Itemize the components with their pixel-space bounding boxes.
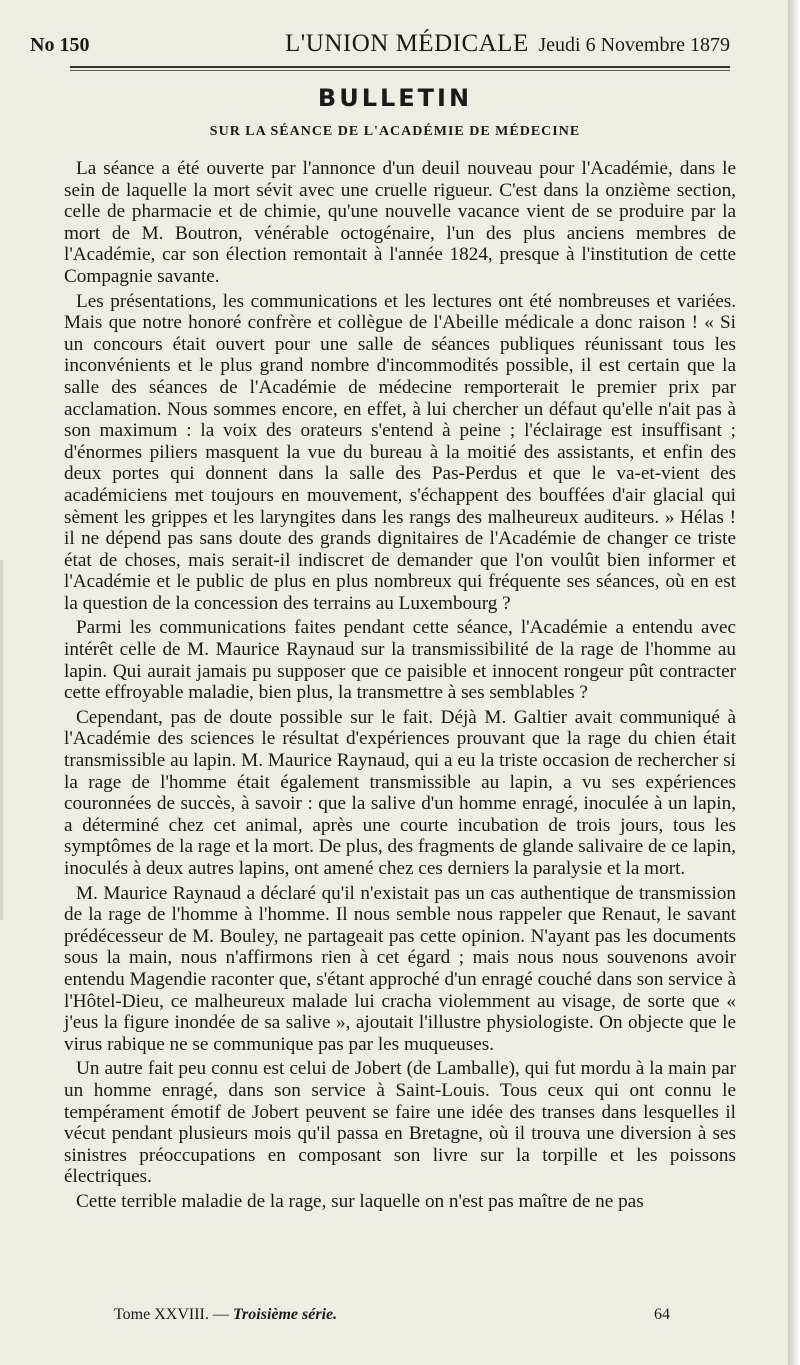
page-number: 64	[654, 1306, 670, 1323]
paragraph: M. Maurice Raynaud a déclaré qu'il n'existait pas un cas authentique de transmission de la rage de l'homme à l'homme. Il nous semble nous rappeler que Renaut, le savant prédécesseur de M. Bouley, ne partageait pas cette opinion. N'ayant pas les documents sous la main, nous n'affirmons rien à cet égard ; mais nous nous souvenons avoir entendu Magendie raconter que, s'étant approché d'un enragé couché dans son service à l'Hôtel-Dieu, ce malheureux malade lui cracha violemment au visage, de sorte que « j'eus la figure inondée de sa salive », ajoutait l'illustre physiologiste. On objecte que le virus rabique ne se communique pas par les muqueuses.	[64, 882, 736, 1055]
issue-date: Jeudi 6 Novembre 1879	[538, 34, 730, 56]
page-header	[30, 30, 730, 62]
paragraph: Cette terrible maladie de la rage, sur laquelle on n'est pas maître de ne pas	[76, 1190, 644, 1212]
paragraph: Un autre fait peu connu est celui de Jobert (de Lamballe), qui fut mordu à la main par un homme enragé, dans son service à Saint-Louis. Tous ceux qui ont connu le tempérament émotif de Jobert peuvent se faire une idée des transes dans lesquelles il vécut pendant plusieurs mois qu'il passa en Bretagne, où il trouva une diversion à ses sinistres préoccupations en composant son livre sur la torpille et les poissons électriques.	[64, 1058, 736, 1188]
header-rule	[70, 66, 730, 68]
page-footer	[64, 1306, 670, 1330]
journal-title: L'UNION MÉDICALE	[285, 30, 529, 57]
paragraph: La séance a été ouverte par l'annonce d'un deuil nouveau pour l'Académie, dans le sein de laquelle la mort sévit avec une cruelle rigueur. C'est dans la onzième section, celle de pharmacie et de chimie, qu'une nouvelle vacance vient de se produire par la mort de M. Boutron, vénérable octogénaire, l'un des plus anciens membres de l'Académie, car son élection remontait à l'année 1824, presque à l'institution de cette Compagnie savante.	[64, 158, 736, 287]
section-subtitle: SUR LA SÉANCE DE L'ACADÉMIE DE MÉDECINE	[209, 124, 581, 139]
series-label: Troisième série.	[232, 1306, 338, 1323]
paragraph: Les présentations, les communications et les lectures ont été nombreuses et variées. Mais que notre honoré confrère et collègue de l'Abeille médicale a donc raison ! « Si un concours était ouvert pour une salle de séances publiques réunissant tous les inconvénients et le plus grand nombre d'incommodités possible, il est certain que la salle des séances de l'Académie de médecine remporterait le premier prix par acclamation. Nous sommes encore, en effet, à lui chercher un défaut qu'elle n'ait pas à son maximum : la voix des orateurs s'entend à peine ; l'éclairage est insuffisant ; d'énormes piliers masquent la vue du bureau à la moitié des assistants, et enfin des deux portes qui donnent dans la salle des Pas-Perdus et que le va-et-vient des académiciens met toujours en mouvement, s'échappent des bouffées d'air glacial qui sèment les grippes et les laryngites dans les rangs des malheureux auditeurs. » Hélas ! il ne dépend pas sans doute des grands dignitaires de l'Académie de changer ce triste état de choses, mais serait-il indiscret de demander que l'on voulût bien informer et l'Académie et le public de plus en plus nombreux qui fréquente ses séances, où en est la question de la concession des terrains au Luxembourg ?	[64, 290, 736, 614]
header-rule-thin	[70, 70, 730, 71]
margin-shadow	[0, 560, 3, 920]
tome-label: Tome XXVIII. —	[114, 1306, 229, 1323]
article-body	[64, 158, 736, 1216]
section-title: BULLETIN	[317, 84, 473, 112]
issue-number: No 150	[30, 34, 90, 56]
paragraph: Cependant, pas de doute possible sur le fait. Déjà M. Galtier avait communiqué à l'Académie des sciences le résultat d'expériences prouvant que la rage du chien était transmissible au lapin. M. Maurice Raynaud, qui a eu la triste occasion de rechercher si la rage de l'homme était également transmissible au lapin, a vu ses expériences couronnées de succès, à savoir : que la salive d'un homme enragé, inoculée à un lapin, a déterminé chez cet animal, après une courte incubation de trois jours, tous les symptômes de la rage et la mort. De plus, des fragments de glande salivaire de ce lapin, inoculés à deux autres lapins, ont amené chez ces derniers la paralysie et la mort.	[64, 706, 736, 879]
paragraph: Parmi les communications faites pendant cette séance, l'Académie a entendu avec intérêt celle de M. Maurice Raynaud sur la transmissibilité de la rage de l'homme au lapin. Qui aurait jamais pu supposer que ce paisible et innocent rongeur pût contracter cette effroyable maladie, bien plus, la transmettre à ses semblables ?	[64, 617, 736, 704]
book-spine-edge	[788, 0, 800, 1365]
footer-tome	[114, 1306, 337, 1324]
